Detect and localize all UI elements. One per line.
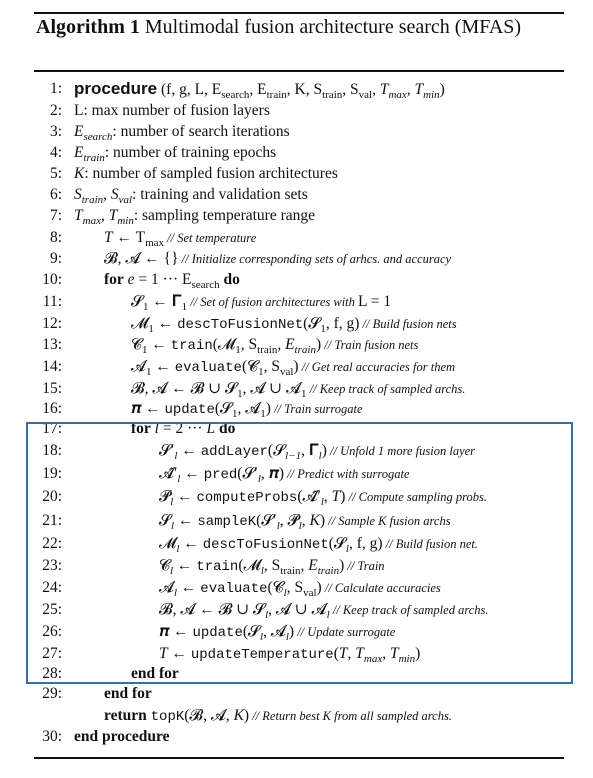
algorithm-line: [0, 248, 593, 269]
comment: // Calculate accuracies: [321, 581, 441, 595]
line-segment: max: [363, 653, 383, 666]
line-segment: val: [303, 587, 317, 600]
line-number: 27:: [42, 645, 62, 662]
line-segment: l: [265, 609, 269, 622]
line-segment: 1: [237, 388, 243, 401]
function-name: descToFusionNet: [202, 537, 329, 553]
algorithm-line: [0, 205, 593, 226]
line-segment: , 𝓐: [263, 623, 286, 640]
line-segment: ← T: [112, 229, 146, 246]
line-segment: train: [322, 89, 343, 102]
algorithm-line: [0, 398, 593, 419]
line-segment: L: [206, 420, 216, 437]
comment: // Keep track of sampled archs.: [329, 603, 489, 617]
line-segment: (𝓒: [241, 358, 259, 375]
line-segment: (𝓢′: [256, 512, 277, 529]
algorithm-line: [0, 184, 593, 205]
line-segment: , T: [406, 81, 424, 98]
line-text: [104, 248, 451, 270]
line-segment: , 𝓐 ∪ 𝓐: [268, 601, 327, 618]
line-segment: , K, S: [286, 81, 323, 98]
line-number: 26:: [42, 623, 62, 640]
line-segment: 1: [232, 408, 238, 421]
line-segment: (𝓐̂′: [297, 488, 321, 505]
line-text: [104, 705, 452, 728]
line-segment: ): [288, 623, 295, 640]
line-number: 7:: [49, 207, 62, 224]
line-number: 5:: [49, 165, 62, 182]
algorithm-line: [0, 726, 593, 747]
line-text: [74, 726, 169, 747]
line-segment: l: [276, 520, 280, 533]
line-segment: val: [118, 194, 133, 207]
line-segment: T: [389, 645, 399, 662]
line-segment: end for: [104, 685, 152, 702]
line-segment: 𝓑, 𝓐 ← 𝓑 ∪ 𝓢: [131, 380, 238, 397]
line-number: 22:: [42, 535, 62, 552]
line-number: 29:: [42, 685, 62, 702]
comment: // Sample K fusion archs: [325, 514, 451, 528]
line-segment: l: [171, 520, 175, 533]
line-text: [74, 100, 270, 121]
line-segment: for: [131, 420, 151, 437]
algorithm-line: [0, 683, 593, 704]
line-segment: T: [338, 645, 348, 662]
line-segment: procedure: [74, 79, 158, 98]
line-segment: K: [74, 165, 85, 182]
line-number: 15:: [42, 380, 62, 397]
line-segment: l−1: [285, 450, 302, 463]
line-segment: : training and validation sets: [132, 186, 308, 203]
line-segment: ←: [177, 579, 201, 596]
line-segment: 𝓢: [159, 512, 171, 529]
line-segment: l: [283, 587, 287, 600]
line-segment: l: [170, 496, 174, 509]
line-segment: (𝓢: [267, 442, 286, 459]
line-number: 9:: [49, 250, 62, 267]
line-segment: ,: [347, 645, 356, 662]
comment: // Set of fusion architectures with: [187, 295, 359, 309]
line-segment: return: [104, 707, 147, 724]
line-segment: (: [333, 645, 339, 662]
line-segment: ,: [277, 336, 286, 353]
line-segment: ): [243, 707, 250, 724]
line-segment: l: [320, 496, 324, 509]
algorithm-caption: [36, 14, 564, 41]
comment: // Return best K from all sampled archs.: [249, 709, 452, 723]
line-segment: 𝓜: [131, 315, 149, 332]
line-segment: 𝓒: [131, 336, 142, 353]
line-segment: (f, g, L, E: [157, 81, 222, 98]
algorithm-line: [0, 378, 593, 399]
line-segment: ← 𝚪: [148, 293, 182, 310]
line-number: 2:: [49, 102, 62, 119]
line-segment: S: [74, 186, 82, 203]
line-segment: ): [439, 81, 445, 98]
comment: // Unfold 1 more fusion layer: [326, 444, 476, 458]
comment: // Train: [344, 559, 385, 573]
line-segment: l: [345, 543, 349, 556]
line-segment: ,: [382, 645, 390, 662]
comment: // Predict with surrogate: [284, 467, 410, 481]
line-segment: ←: [167, 645, 191, 662]
line-segment: ←: [174, 512, 198, 529]
algorithm-line: [0, 356, 593, 377]
line-segment: l: [257, 473, 261, 486]
line-number: 11:: [42, 293, 62, 310]
line-segment: (𝓜: [212, 336, 236, 353]
line-segment: l: [298, 520, 302, 533]
line-segment: L: max number of fusion layers: [74, 102, 270, 119]
function-name: sampleK: [197, 514, 257, 530]
line-segment: l: [176, 543, 180, 556]
algorithm-line: [0, 142, 593, 163]
line-number: 8:: [49, 229, 62, 246]
line-segment: l: [260, 565, 264, 578]
function-name: train: [170, 338, 213, 354]
algorithm-line: [0, 313, 593, 334]
line-segment: 1: [260, 408, 266, 421]
line-segment: 1: [143, 301, 149, 314]
line-number: 18:: [42, 442, 62, 459]
line-segment: 1: [181, 301, 188, 314]
function-name: train: [196, 559, 239, 575]
comment: // Update surrogate: [294, 625, 396, 639]
function-name: pred: [203, 467, 238, 483]
line-segment: , E: [249, 81, 267, 98]
line-number: 24:: [42, 579, 62, 596]
line-segment: , S: [263, 358, 280, 375]
line-segment: l: [285, 631, 289, 644]
line-segment: : number of training epochs: [104, 144, 277, 161]
line-segment: (𝓒: [267, 579, 284, 596]
line-segment: search: [191, 279, 220, 292]
line-segment: ←: [151, 358, 175, 375]
line-segment: 𝓜: [159, 535, 177, 552]
line-segment: T: [104, 229, 113, 246]
line-segment: E: [308, 557, 318, 574]
algorithm-line: [0, 78, 593, 102]
line-segment: 1: [141, 344, 148, 357]
comment: // Train fusion nets: [321, 338, 419, 352]
line-segment: l: [150, 420, 159, 437]
line-segment: ): [319, 512, 326, 529]
line-segment: l: [260, 631, 264, 644]
line-segment: search: [221, 89, 250, 102]
algorithm-line: [0, 121, 593, 142]
line-segment: l: [177, 473, 181, 486]
line-number: 1:: [49, 80, 62, 97]
line-segment: 1: [148, 323, 154, 336]
line-segment: min: [423, 89, 440, 102]
line-text: [104, 683, 152, 704]
line-segment: T: [108, 207, 118, 224]
line-segment: = 2 ···: [158, 420, 207, 437]
line-number: 25:: [42, 601, 62, 618]
line-segment: ): [265, 400, 271, 417]
line-segment: ): [340, 488, 346, 505]
line-segment: (𝓢: [242, 623, 261, 640]
line-segment: K: [309, 512, 320, 529]
line-segment: ←: [147, 336, 171, 353]
line-segment: do: [215, 420, 236, 437]
line-segment: train: [257, 344, 278, 357]
line-number: 3:: [49, 123, 62, 140]
line-segment: E: [285, 336, 295, 353]
line-segment: 𝝅 ←: [159, 623, 193, 640]
line-segment: 𝓐: [159, 579, 174, 596]
line-segment: K: [233, 707, 244, 724]
algorithm-title: Multimodal fusion architecture search (MFAS): [144, 16, 522, 38]
algorithm-line: [0, 227, 593, 248]
line-segment: E: [74, 144, 84, 161]
line-segment: (𝓢′: [237, 465, 258, 482]
line-number: 4:: [49, 144, 62, 161]
line-segment: train: [81, 194, 104, 207]
highlight-box: [26, 422, 573, 684]
line-segment: ): [316, 579, 322, 596]
line-segment: , 𝝅): [260, 465, 285, 482]
line-segment: , S: [263, 557, 281, 574]
line-segment: l: [326, 609, 330, 622]
line-segment: 1: [320, 323, 326, 336]
line-segment: train: [294, 344, 316, 357]
line-segment: T: [74, 207, 83, 224]
line-segment: S: [110, 186, 119, 203]
comment: // Set temperature: [164, 231, 257, 245]
line-segment: (𝓢: [303, 315, 321, 332]
algorithm-line: [0, 705, 593, 726]
line-segment: val: [358, 89, 373, 102]
comment: // Compute sampling probs.: [345, 490, 488, 504]
line-segment: ←: [173, 488, 197, 505]
line-segment: , S: [240, 336, 258, 353]
line-number: 20:: [42, 488, 62, 505]
line-segment: , T: [372, 81, 389, 98]
line-segment: , f, g): [325, 315, 360, 332]
line-segment: ←: [180, 465, 204, 482]
line-segment: train: [280, 565, 301, 578]
function-name: update: [192, 625, 243, 641]
line-segment: ←: [177, 442, 201, 459]
line-segment: l: [173, 587, 178, 600]
line-segment: , 𝚪: [301, 442, 319, 459]
line-segment: ,: [301, 512, 310, 529]
comment: // Build fusion net.: [382, 537, 479, 551]
line-segment: end procedure: [74, 728, 170, 745]
line-segment: 1: [235, 344, 241, 357]
line-segment: train: [83, 152, 105, 165]
line-segment: E: [74, 123, 84, 140]
line-segment: ,: [103, 186, 111, 203]
line-segment: 𝓢: [131, 293, 143, 310]
function-name: descToFusionNet: [177, 317, 304, 333]
line-segment: 𝓢′: [159, 442, 175, 459]
line-segment: 1: [145, 366, 152, 379]
line-segment: , S: [342, 81, 359, 98]
line-segment: max: [145, 237, 165, 250]
line-number: 10:: [42, 271, 62, 288]
function-name: computeProbs: [196, 490, 298, 506]
comment: // Build fusion nets: [359, 317, 457, 331]
line-segment: = 1 ··· E: [134, 271, 192, 288]
line-segment: 𝓒: [159, 557, 170, 574]
line-segment: ←: [179, 535, 203, 552]
algorithm-line: [0, 100, 593, 121]
line-segment: ←: [173, 557, 197, 574]
line-segment: ,: [300, 557, 309, 574]
line-segment: max: [82, 215, 101, 228]
comment: // Keep track of sampled archs.: [306, 382, 466, 396]
line-segment: L = 1: [358, 293, 392, 310]
line-number: 16:: [42, 400, 62, 417]
line-number: 19:: [42, 465, 62, 482]
function-name: addLayer: [200, 444, 268, 460]
line-segment: search: [83, 131, 113, 144]
function-name: topK: [150, 709, 185, 725]
line-segment: T: [331, 488, 341, 505]
line-number: 12:: [42, 315, 62, 332]
line-segment: 𝓑, 𝓐 ← 𝓑 ∪ 𝓢: [159, 601, 266, 618]
line-segment: T: [159, 645, 168, 662]
line-segment: , S: [286, 579, 304, 596]
line-segment: : number of search iterations: [112, 123, 290, 140]
line-segment: min: [117, 215, 134, 228]
line-segment: ): [293, 358, 299, 375]
line-number: 30:: [42, 728, 62, 745]
line-segment: , f, g): [348, 535, 383, 552]
line-segment: ): [315, 336, 322, 353]
line-number: 28:: [42, 665, 62, 682]
algorithm-line: [0, 163, 593, 184]
line-segment: for: [104, 271, 124, 288]
line-segment: 𝓑, 𝓐 ← {}: [104, 250, 179, 267]
line-segment: ): [415, 645, 421, 662]
line-segment: 𝓐: [131, 358, 146, 375]
line-segment: 𝝅 ←: [131, 400, 165, 417]
line-number: 13:: [42, 336, 62, 353]
line-segment: min: [398, 653, 416, 666]
line-segment: ,: [323, 488, 332, 505]
line-segment: l: [169, 565, 174, 578]
line-segment: train: [266, 89, 287, 102]
line-segment: 1: [301, 388, 307, 401]
line-segment: T: [355, 645, 364, 662]
line-text: [74, 163, 338, 184]
line-segment: (𝓢: [328, 535, 346, 552]
line-segment: , 𝓐: [237, 400, 261, 417]
line-segment: ): [321, 442, 327, 459]
line-segment: train: [317, 565, 340, 578]
line-number: 6:: [49, 186, 62, 203]
line-segment: , 𝓟: [279, 512, 299, 529]
comment: // Get real accuracies for them: [298, 360, 456, 374]
line-segment: ,: [100, 207, 109, 224]
line-segment: : number of sampled fusion architectures: [84, 165, 338, 182]
line-segment: 𝓐̂′: [159, 465, 178, 482]
line-number: 17:: [42, 420, 62, 437]
line-segment: end for: [131, 665, 179, 682]
line-segment: : sampling temperature range: [133, 207, 316, 224]
line-segment: , 𝓐 ∪ 𝓐: [242, 380, 301, 397]
function-name: evaluate: [174, 360, 242, 376]
line-segment: do: [219, 271, 240, 288]
line-number: 23:: [42, 557, 62, 574]
comment: // Train surrogate: [270, 402, 363, 416]
line-number: 14:: [42, 358, 62, 375]
line-segment: ←: [153, 315, 178, 332]
line-segment: (𝓢: [214, 400, 233, 417]
algorithm-line: [0, 269, 593, 290]
algorithm-line: [0, 291, 593, 312]
line-segment: (𝓑, 𝓐,: [184, 707, 234, 724]
line-segment: l: [318, 450, 322, 463]
line-segment: e: [123, 271, 135, 288]
function-name: update: [164, 402, 215, 418]
line-segment: 1: [258, 366, 264, 379]
bottom-rule: [34, 757, 564, 759]
line-segment: ): [339, 557, 345, 574]
line-segment: l: [174, 450, 178, 463]
line-segment: max: [388, 89, 407, 102]
function-name: updateTemperature: [190, 647, 334, 663]
line-segment: (𝓜: [238, 557, 261, 574]
line-segment: 𝓟: [159, 488, 171, 505]
line-number: 21:: [42, 512, 62, 529]
comment: // Initialize corresponding sets of arhcs. and accuracy: [178, 252, 452, 266]
algorithm-line: [0, 334, 593, 355]
caption-rule: [34, 70, 564, 72]
algorithm-label: Algorithm 1: [36, 16, 140, 38]
line-segment: val: [279, 366, 294, 379]
function-name: evaluate: [200, 581, 268, 597]
